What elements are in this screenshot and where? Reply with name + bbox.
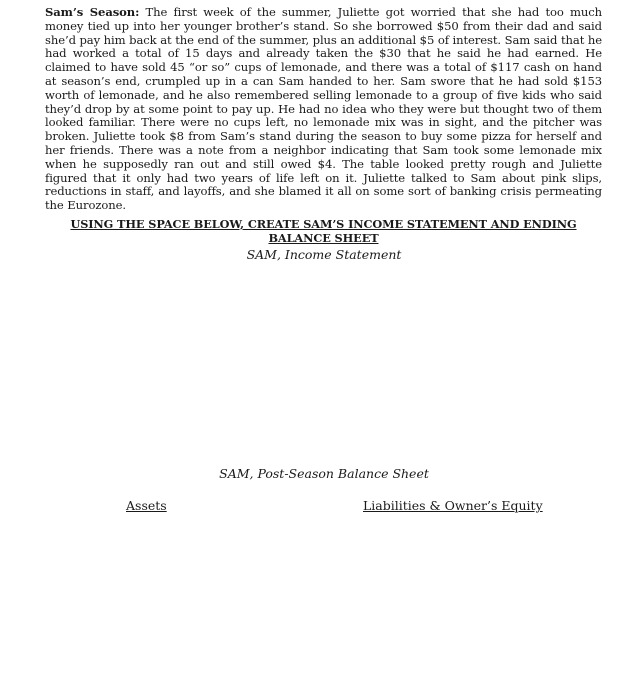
season-paragraph [45,6,602,213]
season-body: The first week of the summer, Juliette got worried that she had too much money tied up into her younger brother’s stand. So she borrowed $50 from their dad and said she’d pay him back at the end of the summer, plus an additional $5 of interest. Sam said that he had worked a total of 15 days and already taken the $30 that he said he had earned. He claimed to have sold 45 “or so” cups of lemonade, and there was a total of $117 cash on hand at season’s end, crumpled up in a can Sam handed to her. Sam swore that he had sold $153 worth of lemonade, and he also remembered selling lemonade to a group of five kids who said they’d drop by at some point to pay up. He had no idea who they were but thought two of them looked familiar. There were no cups left, no lemonade mix was in sight, and the pitcher was broken. Juliette took $8 from Sam’s stand during the season to buy some pizza for herself and her friends. There was a note from a neighbor indicating that Sam took some lemonade mix when he supposedly ran out and still owed $4. The table looked pretty rough and Juliette figured that it only had two years of life left on it. Juliette talked to Sam about pink slips, reductions in staff, and layoffs, and she blamed it all on some sort of banking crisis permeating the Eurozone. [45,5,602,213]
liabilities-equity-column-heading: Liabilities & Owner’s Equity [363,498,543,513]
season-lead: Sam’s Season: [45,5,140,19]
balance-sheet-title: SAM, Post-Season Balance Sheet [219,466,429,481]
instruction-heading: USING THE SPACE BELOW, CREATE SAM’S INCOME STATEMENT AND ENDING BALANCE SHEET [70,217,577,245]
income-statement-title: SAM, Income Statement [246,247,402,262]
assets-column-heading: Assets [126,498,167,513]
